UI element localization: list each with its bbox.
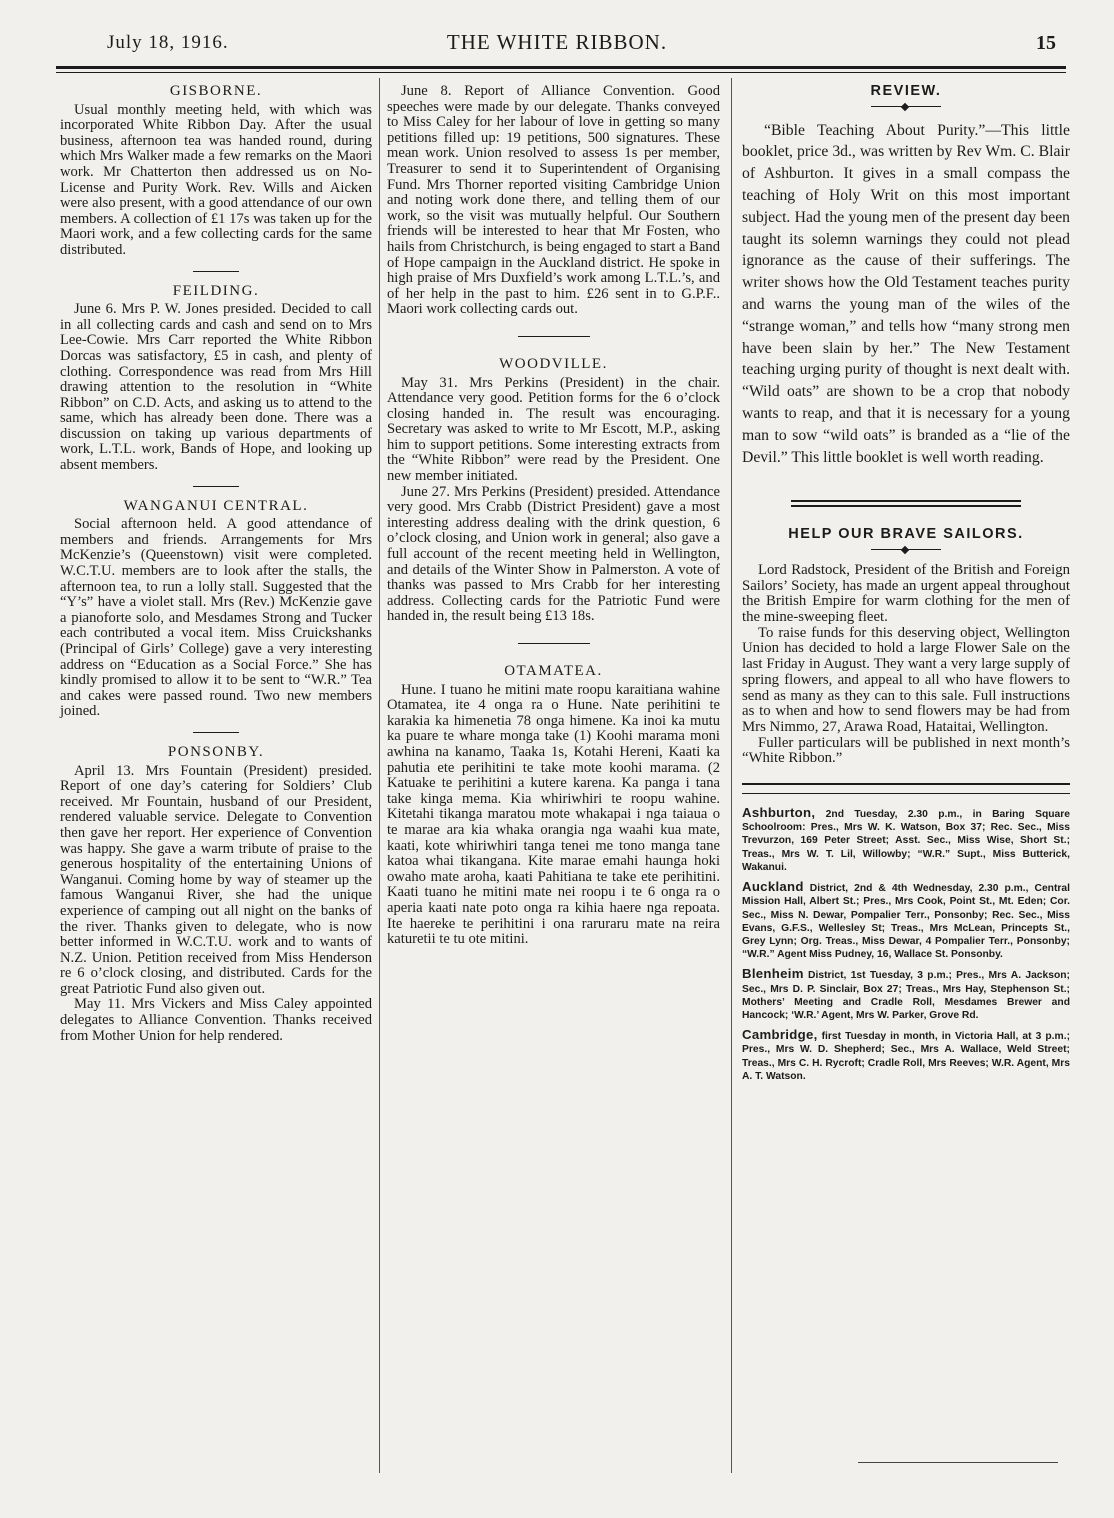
section-separator: [193, 486, 239, 487]
wanganui-section: [60, 499, 372, 720]
column-middle: [387, 84, 720, 948]
section-double-rule: [791, 500, 1021, 507]
section-heading: GISBORNE.: [169, 83, 263, 99]
paragraph: “Bible Teaching About Purity.”—This little booklet, price 3d., was written by Rev Wm. C. Blair of Ashburton. It gives in a small compass the teaching of Holy Writ on this most important subject. Had the young men of the present day been taught its solemn warnings they could not plead ignorance as the cause of their sufferings. The writer shows how the Old Testament teaches purity and warns the young man of the wiles of the “strange woman,” and tells how “many strong men have been slain by her.” The New Testament teaching urging purity of thought is next dealt with. “Wild oats” are shown to be a crop that nobody wants to reap, and that it is necessary for a young man to sow “wild oats” is branded as a “lie of the Devil.” This little booklet is well worth reading.: [742, 121, 1070, 466]
review-section: [742, 84, 1070, 468]
paragraph: Fuller particulars will be published in next month’s “White Ribbon.”: [742, 734, 1070, 767]
column-divider-1: [379, 78, 380, 1473]
ornament-dagger: [871, 104, 941, 110]
section-separator: [518, 336, 590, 337]
paragraph: To raise funds for this deserving object, Wellington Union has decided to hold a large Flower Sale on the last Friday in August. They want a very large supply of spring flowers, and appeal to all who have flowers to send as many as they can to this sale. Full instructions as to when and how to send flowers may be had from Mrs Nimmo, 27, Arawa Road, Hataitai, Wellington.: [742, 624, 1070, 735]
branch-details: District, 1st Tuesday, 3 p.m.; Pres., Mrs A. Jackson; Sec., Mrs D. P. Sinclair, Box 27; Treas., Mrs Hay, Stephenson St.; Mothers’ Meeting and Cradle Roll, Mesdames Brewer and Hancock; ‘W.R.’ Agent, Mrs W. Parker, Grove Rd.: [742, 970, 1070, 1021]
branch-details: 2nd Tuesday, 2.30 p.m., in Baring Square Schoolroom: Pres., Mrs W. K. Watson, Box 37; Rec. Sec., Miss Trevurzon, 169 Peter Street; Asst. Sec., Miss Wise, Short St.; Treas., Mrs W. T. Lil, Willowby; “W.R.” Supt., Miss Butterick, Wakanui.: [742, 809, 1070, 873]
section-separator: [518, 643, 590, 644]
feilding-section: [60, 284, 372, 474]
publication-title: THE WHITE RIBBON.: [446, 30, 668, 54]
branch-entry: [742, 967, 1070, 1022]
issue-date: July 18, 1916.: [107, 32, 229, 53]
section-separator: [193, 271, 239, 272]
directory-rule-thin: [742, 793, 1070, 794]
paragraph: May 11. Mrs Vickers and Miss Caley appointed delegates to Alliance Convention. Thanks received from Mother Union for help rendered.: [60, 996, 372, 1044]
gisborne-section: [60, 84, 372, 259]
branch-name: Ashburton,: [742, 805, 816, 821]
column-left: [60, 84, 372, 1044]
section-heading: REVIEW.: [870, 83, 942, 99]
paragraph: Hune. I tuano he mitini mate roopu karaitiana wahine Otamatea, ite 4 onga ra o Hune. Nate perihitini te karakia ka himenetia 78 onga himene. Ka inoi ka mutu ka puare te whare monga take (1) Koohi marama moni awhina na kanamo, Taaka 1s, Kotahi Hereni, Kaati ka pahutia ete perihitini te take mote koohi marama. (2 Katuake te perihitini a kutere karena. Ka panga i tana take kinga mema. Kia whiriwhiri te roopu wahine. Kitetahi tikanga maratou mote whakapai i nga taiaua o te marae ara kia whaka orangia nga waahi kua mate, kaati, kote whiriwhiri tanga tenei me tono manga tane katoa whai tikangana. Kite marae emahi haunga hoki owaho mate aroha, kaati Pahitiana te take ete perihitini. Kaati tuano he mitini mate nei roopu i te 6 onga ra o aperia kaati nate poto onga ra kihia haere nga repoata. Ite haereke te perihitini i ona raruraru mate na reira katuretii te tu ote mitini.: [387, 681, 720, 948]
review-text: [742, 120, 1070, 469]
paragraph: June 8. Report of Alliance Convention. Good speeches were made by our delegate. Thanks conveyed to Miss Caley for her labour of love in getting so many petitions filled up: 19 petitions, 500 signatures. These mean work. Union resolved to assess 1s per member, Treasurer to send it to Superintendent of Organising Fund. Mrs Thorner reported visiting Cambridge Union and noting work done there, and telling them of our work, so the visit was mutually helpful. Our Southern friends will be interested to hear that Mr Fosten, who hails from Christchurch, is being engaged to start a Band of Hope campaign in the Auckland district. He spoke in high praise of Mrs Duxfield’s work among L.T.L.’s, and of her help in the past to him. £26 sent in to G.P.F.. Maori work collecting cards out.: [387, 83, 720, 318]
branch-name: Cambridge,: [742, 1027, 818, 1043]
directory-rule-thick: [742, 783, 1070, 785]
header-rule-thin: [56, 72, 1066, 73]
sailors-text: [742, 563, 1070, 767]
ponsonby-section: [60, 745, 372, 1044]
branch-entry: [742, 1028, 1070, 1083]
paragraph: Social afternoon held. A good attendance of members and friends. Arrangements for Mrs McKenzie’s (Queenstown) visit were completed. W.C.T.U. members are to look after the stalls, the afternoon tea, to run a lolly stall. Suggested that the “Y’s” have a violet stall. Mrs (Rev.) McKenzie gave a pianoforte solo, and Mesdames Strong and Tucker each contributed a vocal item. Miss Cruickshanks (Principal of Girls’ College) gave a very interesting address on “Education as a Social Force.” She has kindly promised to allow it to be sent to “W.R.” Tea and cakes were passed round. Two new members joined.: [60, 516, 372, 720]
paragraph: Lord Radstock, President of the British and Foreign Sailors’ Society, has made an urgent appeal throughout the British Empire for warm clothing for the men of the mine-sweeping fleet.: [742, 561, 1070, 626]
paragraph: June 6. Mrs P. W. Jones presided. Decided to call in all collecting cards and cash and send on to Mrs Lee-Cowie. Mrs Carr reported the White Ribbon Dorcas was satisfactory, £5 in cash, and plenty of clothing. Correspondence was read from Mrs Hill drawing attention to the resolution in “White Ribbon” on C.D. Acts, and asking us to attend to the same, which has already been done. There was a discussion on taking up various departments of work, L.T.L. work, Bands of Hope, and looking up absent members.: [60, 301, 372, 474]
paragraph: April 13. Mrs Fountain (President) presided. Report of one day’s catering for Soldiers’ Club received. Mr Fountain, husband of our President, rendered valuable service. Delegate to Convention then gave her report. Her experience of Convention was happy. She gave a warm tribute of praise to the generous hospitality of the entertaining Unions of Wanganui. Coming home by way of steamer up the famous Wanganui River, she had the unique experience of camping out all night on the banks of the river. Thanks given to delegate, who is now better informed in W.C.T.U. work and to wants of N.Z. Union. Petition received from Miss Henderson re 6 o’clock closing, and distributed. Cards for the great Patriotic Fund also given out.: [60, 762, 372, 997]
paragraph: May 31. Mrs Perkins (President) in the chair. Attendance very good. Petition forms for the 6 o’clock closing handed in. The result was encouraging. Secretary was asked to write to Mr Escott, M.P., asking him to support petitions. Some interesting extracts from the “White Ribbon” were read by the President. One new member initiated.: [387, 374, 720, 485]
section-heading: WOODVILLE.: [499, 355, 608, 372]
branch-directory: [742, 806, 1070, 1083]
branch-entry: [742, 880, 1070, 961]
ornament-dagger: [871, 547, 941, 553]
paragraph: June 27. Mrs Perkins (President) presided. Attendance very good. Mrs Crabb (District President) gave a most interesting address dealing with the drink question, 6 o’clock closing, and Union work in general; also gave a full account of the recent meeting held in Wellington, and details of the Winter Show in Palmerston. A vote of thanks was passed to Mrs Crabb for her interesting address. Collecting cards for the Patriotic Fund were handed in, the result being £13 18s.: [387, 483, 720, 625]
column-right: [742, 84, 1070, 1089]
footer-rule: [858, 1462, 1058, 1463]
section-heading: FEILDING.: [172, 282, 260, 299]
branch-details: first Tuesday in month, in Victoria Hall, at 3 p.m.; Pres., Mrs W. D. Shepherd; Sec., Mrs A. Wallace, Weld Street; Treas., Mrs C. H. Rycroft; Cradle Roll, Mrs Reeves; W.R. Agent, Mrs A. T. Watson.: [742, 1031, 1070, 1082]
branch-entry: [742, 806, 1070, 874]
header-rule-thick: [56, 66, 1066, 69]
branch-name: Blenheim: [742, 966, 804, 982]
branch-name: Auckland: [742, 879, 804, 895]
section-heading: HELP OUR BRAVE SAILORS.: [788, 526, 1024, 543]
column-divider-2: [731, 78, 732, 1473]
sailors-section: [742, 527, 1070, 767]
section-heading: PONSONBY.: [167, 743, 265, 760]
branch-details: District, 2nd & 4th Wednesday, 2.30 p.m., Central Mission Hall, Albert St.; Pres., Mrs Cook, Point St., Mt. Eden; Cor. Sec., Miss N. Dewar, Pompalier Terr., Ponsonby; Rec. Sec., Miss Evans, G.F.S., Wellesley St; Treas., Mrs McLean, Princepts St., Grey Lynn; Org. Treas., Miss Dewar, 4 Pompalier Terr., Ponsonby; “W.R.” Agent Miss Pudney, 16, Wallace St. Ponsonby.: [742, 883, 1070, 961]
section-heading: OTAMATEA.: [504, 663, 603, 679]
page-number: 15: [1036, 32, 1056, 54]
otamatea-section: [387, 664, 720, 948]
woodville-section: [387, 357, 720, 625]
section-separator: [193, 732, 239, 733]
section-heading: WANGANUI CENTRAL.: [123, 497, 309, 514]
paragraph: Usual monthly meeting held, with which was incorporated White Ribbon Day. After the usual business, afternoon tea was handed round, during which Mrs Walker made a few remarks on the Maori work. Mr Chatterton then addressed us on No-License and Purity Work. Rev. Wills and Aicken were also present, with a good attendance of our own members. A collection of £1 17s was taken up for the Maori work, and a few collecting cards for the same distributed.: [60, 101, 372, 258]
